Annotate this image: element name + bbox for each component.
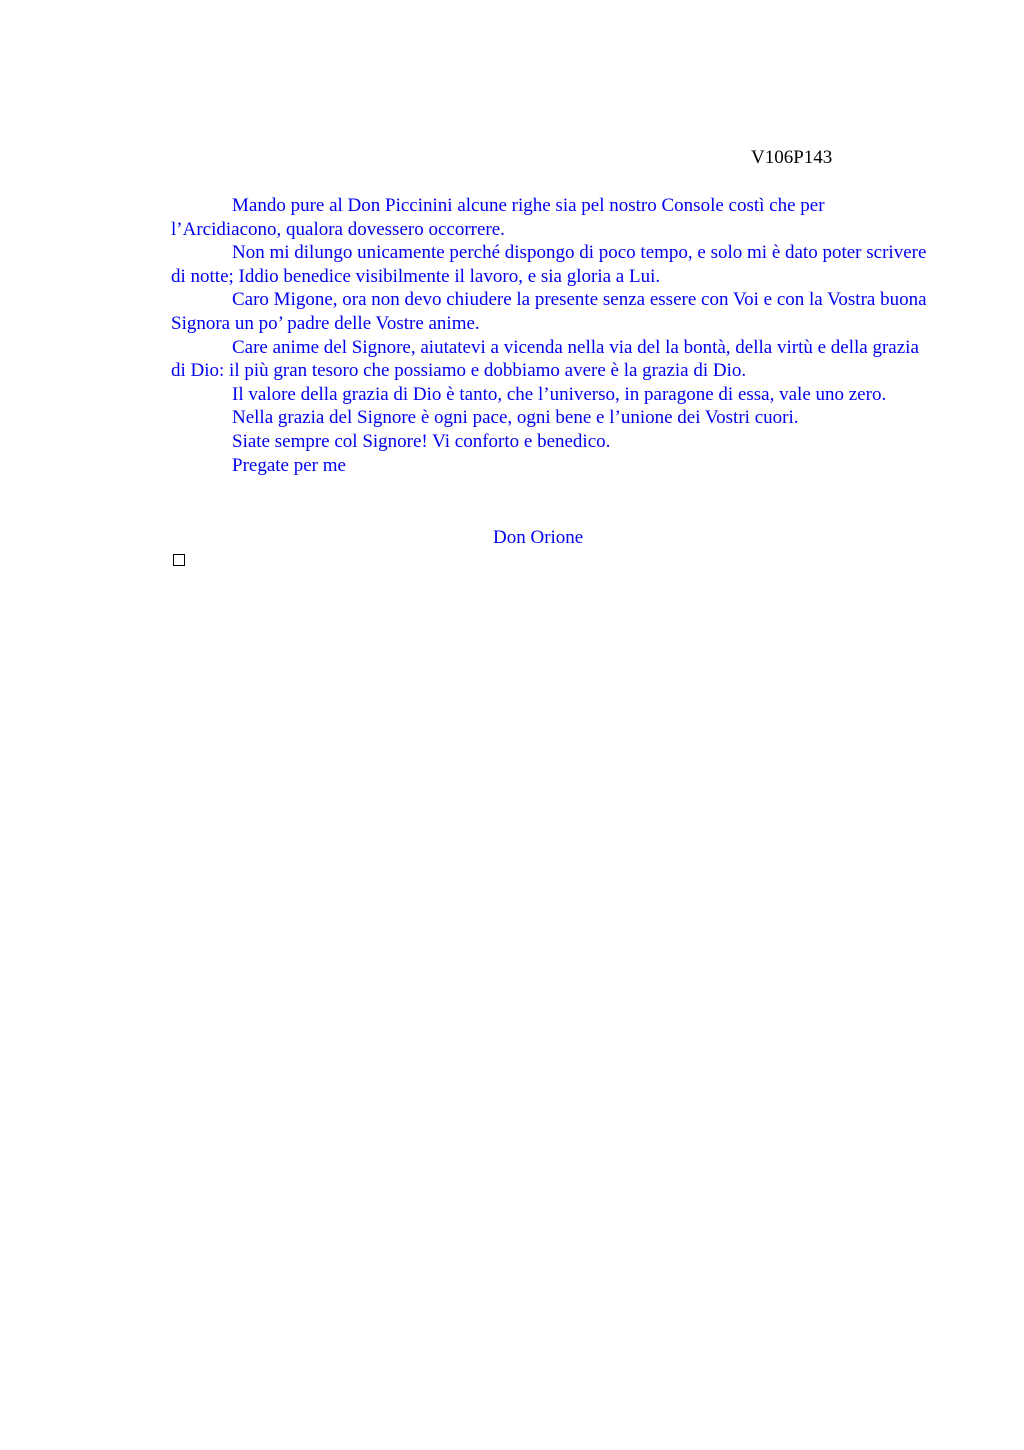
paragraph: Siate sempre col Signore! Vi conforto e benedico. xyxy=(232,430,611,452)
signature: Don Orione xyxy=(493,527,584,548)
paragraph: Non mi dilungo unicamente perché dispongo di poco tempo, e solo mi è dato poter scrivere di notte; Iddio benedice visibilmente il lavoro, e sia gloria a Lui. xyxy=(171,242,927,287)
paragraph: Nella grazia del Signore è ogni pace, ogni bene e l’unione dei Vostri cuori. xyxy=(232,407,799,429)
letter-body xyxy=(171,194,931,477)
paragraph: Il valore della grazia di Dio è tanto, che l’universo, in paragone di essa, vale uno zero. xyxy=(232,383,887,405)
paragraph: Mando pure al Don Piccinini alcune righe sia pel nostro Console costì che per l’Arcidiacono, qualora dovessero occorrere. xyxy=(171,195,825,240)
paragraph: Caro Migone, ora non devo chiudere la presente senza essere con Voi e con la Vostra buona Signora un po’ padre delle Vostre anime. xyxy=(171,289,927,334)
page-reference: V106P143 xyxy=(751,147,833,168)
paragraph: Care anime del Signore, aiutatevi a vicenda nella via del la bontà, della virtù e della grazia di Dio: il più gran tesoro che possiamo e dobbiamo avere è la grazia di Dio. xyxy=(171,336,919,382)
paragraph: Pregate per me xyxy=(232,454,346,476)
end-marker-box xyxy=(173,554,185,566)
